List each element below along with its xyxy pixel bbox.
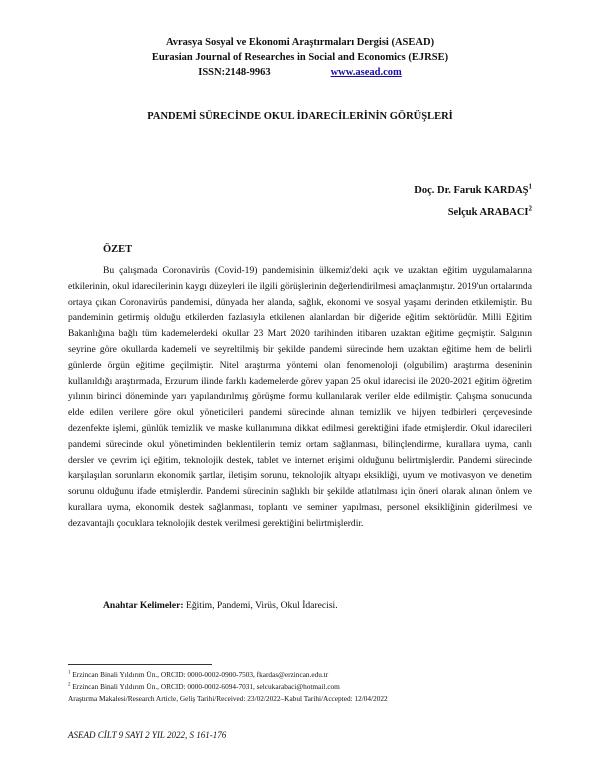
issn-row <box>0 65 600 80</box>
journal-title-en: Eurasian Journal of Researches in Social and Economics (EJRSE) <box>151 52 449 63</box>
journal-issn: ISSN:2148-9963 <box>198 67 271 78</box>
article-dates-note <box>68 693 538 705</box>
keywords-line <box>103 600 338 611</box>
footnote-2 <box>68 681 538 693</box>
keywords-value: Eğitim, Pandemi, Virüs, Okul İdarecisi. <box>183 600 338 611</box>
abstract-heading: ÖZET <box>103 244 133 255</box>
author-1-marker: 1 <box>528 182 532 191</box>
keywords-label: Anahtar Kelimeler: <box>103 600 184 611</box>
footnote-2-text: Erzincan Binali Yıldırım Ün., ORCID: 0000-0002-6094-7031, selcukarabaci@hotmail.com <box>70 682 340 691</box>
author-1-name: Doç. Dr. Faruk KARDAŞ <box>414 185 529 196</box>
footnote-divider <box>68 664 212 665</box>
abstract-body: Bu çalışmada Coronavirüs (Covid-19) pandemisinin ülkemiz'deki açık ve uzaktan eğitim uygulamalarına etkilerinin, okul idarecilerinin kaygı düzeyleri ile ilgili görüşlerinin değerlendirilmesi amaçlanmıştır. 2019'un ortalarında ortaya çıkan Coronavirüs pandemisi, dünyada her alanda, sağlık, ekonomi ve sosyal yaşamı derinden etkilemiştir. Bu pandeminin getirmiş olduğu etkilerden fazlasıyla etkilenen alanlardan bir diğeride eğitim sektörüdür. Milli Eğitim Bakanlığına bağlı tüm kademelerdeki okullar 23 Mart 2020 tarihinden itibaren uzaktan eğitime geçmiştir. Salgının seyrine göre okullarda kademeli ve seyreltilmiş bir şekilde pandemi sürecinde hem uzaktan eğitime hem de belirli günlerde örgün eğitime geçilmiştir. Nitel araştırma yöntemi olan fenomenoloji (olgubilim) araştırma deseninin kullanıldığı araştırmada, Erzurum ilinde farklı kademelerde görev yapan 25 okul idarecisi ile 2020-2021 eğitim öğretim yılının birinci döneminde yarı yapılandırılmış görüşme formu kullanılarak veriler elde edilmiştir. Çalışma sonucunda elde edilen verilere göre okul yöneticileri pandemi sürecinde alınan temizlik ve hijyen tedbirleri çerçevesinde dezenfekte işlemi, günlük temizlik ve maske kullanımına dikkat edilmesi gerektiğini ifade etmişlerdir. Okul idarecileri pandemi sürecinde okul yönetiminden beklentilerin temiz ortam sağlanması, bilinçlendirme, kurallara uyma, canlı dersler ve çevrim içi eğitim, teknolojik destek, tablet ve internet erişimi olduğunu belirtmişlerdir. Pandemi sürecinde karşılaşılan sorunların ekonomik şartlar, iletişim sorunu, teknolojik altyapı eksikliği, uyum ve motivasyon ve denetim sorunu olduğunu ifade etmişlerdir. Pandemi sürecinin sağlıklı bir şekilde atlatılması için öneri olarak alınan önlem ve kurallara uyma, ekonomik destek sağlanması, toplantı ve seminer yapılması, personel eksikliğinin giderilmesi ve dezavantajlı çocuklara teknolojik destek verilmesi gerektiğini belirtmişlerdir. <box>68 265 532 529</box>
journal-title-tr: Avrasya Sosyal ve Ekonomi Araştırmaları Dergisi (ASEAD) <box>165 37 435 48</box>
footnote-2-marker: 2 <box>68 682 71 688</box>
author-2-marker: 2 <box>528 204 532 213</box>
article-dates-text: Araştırma Makalesi/Research Article, Geliş Tarihi/Received: 23/02/2022–Kabul Tarihi/Accepted: 12/04/2022 <box>68 694 388 703</box>
author-1 <box>414 180 532 202</box>
article-title: PANDEMİ SÜRECİNDE OKUL İDARECİLERİNİN GÖRÜŞLERİ <box>147 111 453 122</box>
author-2-name: Selçuk ARABACI <box>447 207 529 218</box>
footnotes <box>68 669 538 705</box>
footnote-1-marker: 1 <box>68 670 71 676</box>
journal-url-link[interactable]: www.asead.com <box>330 67 402 78</box>
footnote-1 <box>68 669 538 681</box>
journal-header <box>0 35 600 80</box>
footer-citation: ASEAD CİLT 9 SAYI 2 YIL 2022, S 161-176 <box>68 730 227 740</box>
footnote-1-text: Erzincan Binali Yıldırım Ün., ORCID: 0000-0002-0900-7503, fkardas@erzincan.edu.tr <box>70 670 329 679</box>
author-2 <box>414 202 532 224</box>
author-block <box>414 180 532 224</box>
